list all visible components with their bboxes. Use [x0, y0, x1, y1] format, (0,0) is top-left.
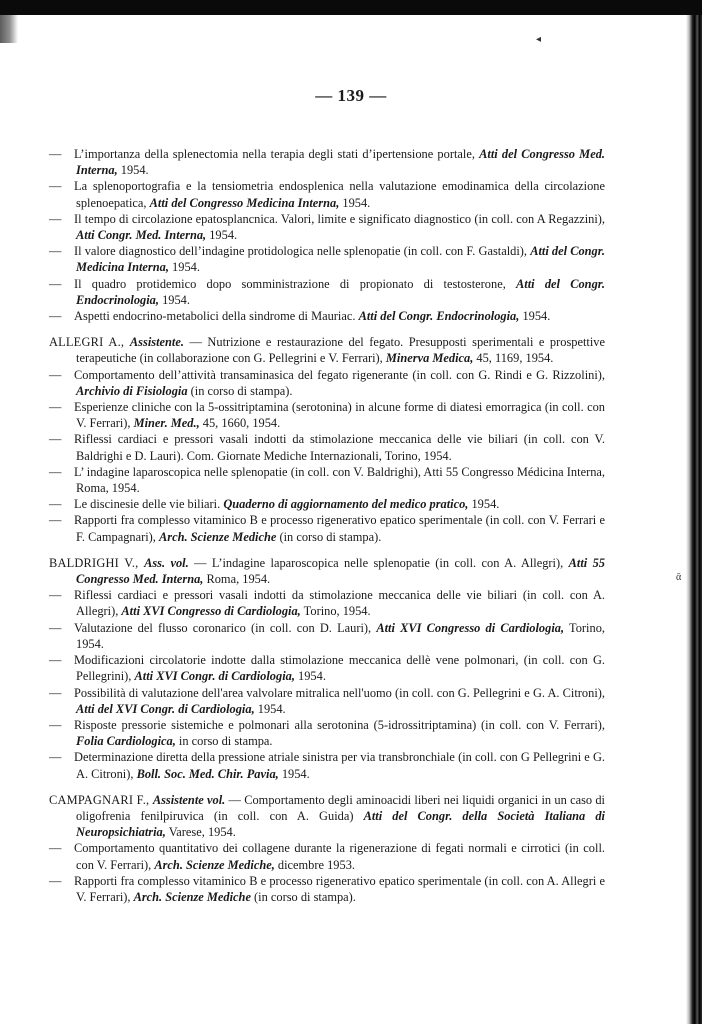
em-dash: — — [49, 276, 62, 291]
entry-text: Il quadro protidemico dopo somministrazione di propionato di testosterone, — [74, 276, 517, 291]
entry-text: Roma, 1954. — [203, 572, 271, 587]
em-dash: — — [225, 792, 245, 807]
em-dash: — — [49, 400, 62, 415]
em-dash: — — [49, 147, 62, 161]
journal-title: Archivio di Fisiologia — [76, 383, 188, 398]
entry-text: Modificazioni circolatorie indotte dalla stimolazione meccanica dellè vene polmonari, (in coll. con G. Pellegrini), — [74, 653, 605, 684]
author-section — [49, 555, 605, 782]
em-dash: — — [188, 555, 212, 570]
em-dash: — — [49, 497, 62, 512]
bibliography-entry — [49, 178, 605, 210]
journal-title: Arch. Scienze Mediche, — [154, 857, 275, 872]
em-dash: — — [49, 750, 62, 765]
entry-text: Varese, 1954. — [165, 825, 236, 840]
journal-title: Arch. Scienze Mediche — [158, 529, 277, 544]
journal-title: Atti del Congr. della Società Italiana di Neuropsichiatria, — [76, 808, 605, 840]
page-number: — 139 — — [315, 86, 387, 105]
journal-title: Atti Congr. Med. Interna, — [76, 228, 207, 243]
em-dash: — — [49, 432, 62, 447]
author-role: Assistente vol. — [152, 792, 226, 807]
bibliography-entry — [49, 620, 605, 652]
entry-text: 45, 1169, 1954. — [473, 351, 554, 366]
em-dash: — — [49, 309, 62, 324]
bibliography-entry — [49, 555, 605, 587]
em-dash: — — [49, 464, 62, 479]
bibliography-entry — [49, 308, 605, 324]
entry-text: Comportamento degli aminoacidi liberi nei liquidi organici in un caso di oligofrenia fenilpiruvica (in coll. con A. Guida) — [76, 792, 605, 823]
bibliography-entry — [49, 652, 605, 684]
entry-text: 1954. — [206, 228, 238, 243]
scan-binding-edge — [686, 15, 702, 1024]
margin-mark: ᾱ — [676, 572, 682, 583]
bibliography-entry — [49, 749, 605, 781]
author-section — [49, 146, 605, 324]
journal-title: Folia Cardiologica, — [76, 734, 176, 749]
entry-text: 1954. — [254, 701, 286, 716]
entry-text: Torino, 1954. — [76, 620, 605, 651]
em-dash: — — [49, 244, 62, 259]
entry-text: L’ indagine laparoscopica nelle splenopatie (in coll. con V. Baldrighi), Atti 55 Congresso Médicina Interna, Roma, 1954. — [74, 464, 605, 496]
entry-text: (in corso di stampa). — [250, 889, 356, 904]
scan-corner-shadow — [0, 15, 18, 43]
entry-text: 1954. — [278, 766, 310, 781]
author-name: CAMPAGNARI F., — [49, 792, 153, 807]
em-dash: — — [183, 335, 208, 350]
em-dash: — — [49, 588, 62, 603]
entry-text: (in corso di stampa). — [276, 529, 382, 544]
entry-text: in corso di stampa. — [175, 734, 273, 749]
entry-text: 1954. — [117, 163, 149, 178]
bibliography-entry — [49, 587, 605, 619]
journal-title: Quaderno di aggiornamento del medico pratico, — [223, 497, 469, 512]
bibliography-list — [49, 146, 605, 905]
entry-text: 1954. — [519, 309, 551, 324]
author-role: Ass. vol. — [144, 555, 189, 570]
journal-title: Atti del Congr. Medicina Interna, — [76, 244, 605, 275]
entry-text: L’indagine laparoscopica nelle splenopatie (in coll. con A. Allegri), — [211, 555, 569, 570]
author-role: Assistente. — [129, 335, 184, 350]
entry-text: 1954. — [468, 497, 500, 512]
journal-title: Atti del Congresso Med. Interna, — [76, 147, 605, 178]
entry-text: Riflessi cardiaci e pressori vasali indotti da stimolazione meccanica delle vie biliari (in coll. con A. Allegri), — [74, 588, 605, 619]
journal-title: Atti del XVI Congr. di Cardiologia, — [76, 701, 255, 716]
journal-title: Atti del Congresso Medicina Interna, — [149, 195, 340, 210]
bibliography-entry — [49, 512, 605, 544]
author-section — [49, 334, 605, 545]
bibliography-entry — [49, 464, 605, 496]
bibliography-entry — [49, 431, 605, 463]
author-name: BALDRIGHI V., — [49, 555, 145, 570]
speck-mark: ◂ — [536, 34, 542, 45]
entry-text: Valutazione del flusso coronarico (in coll. con D. Lauri), — [74, 620, 377, 635]
bibliography-entry — [49, 243, 605, 275]
entry-text: Torino, 1954. — [300, 604, 371, 619]
em-dash: — — [49, 685, 62, 700]
entry-text: Determinazione diretta della pressione atriale sinistra per via transbronchiale (in coll. con G Pellegrini e G. A. Citroni), — [74, 750, 605, 781]
bibliography-entry — [49, 873, 605, 905]
bibliography-entry — [49, 496, 605, 512]
em-dash: — — [49, 620, 62, 635]
entry-text: (in corso di stampa). — [187, 383, 293, 398]
journal-title: Minerva Medica, — [385, 351, 474, 366]
entry-text: Possibilità di valutazione dell'area valvolare mitralica nell'uomo (in coll. con G. Pellegrini e G. A. Citroni), — [74, 685, 605, 700]
em-dash: — — [49, 179, 62, 194]
entry-text: Il valore diagnostico dell’indagine protidologica nelle splenopatie (in coll. con F. Gastaldi), — [74, 244, 531, 259]
entry-text: 1954. — [294, 669, 326, 684]
bibliography-entry — [49, 717, 605, 749]
bibliography-entry — [49, 211, 605, 243]
em-dash: — — [49, 841, 62, 856]
entry-text: 45, 1660, 1954. — [199, 416, 281, 431]
em-dash: — — [49, 653, 62, 668]
entry-text: Rapporti fra complesso vitaminico B e processo rigenerativo epatico sperimentale (in coll. con V. Ferrari e F. Campagnari), — [74, 513, 605, 544]
entry-text: Le discinesie delle vie biliari. — [74, 497, 224, 512]
entry-text: 1954. — [158, 292, 190, 307]
entry-text: 1954. — [168, 260, 200, 275]
entry-text: Rapporti fra complesso vitaminico B e processo rigenerativo epatico sperimentale (in coll. con A. Allegri e V. Ferrari), — [74, 873, 605, 904]
bibliography-entry — [49, 146, 605, 178]
entry-text: dicembre 1953. — [274, 857, 355, 872]
entry-text: 1954. — [339, 195, 371, 210]
bibliography-entry — [49, 399, 605, 431]
author-name: ALLEGRI A., — [49, 335, 130, 350]
bibliography-entry — [49, 792, 605, 841]
em-dash: — — [49, 717, 62, 732]
journal-title: Boll. Soc. Med. Chir. Pavia, — [136, 766, 279, 781]
journal-title: Miner. Med., — [133, 416, 200, 431]
em-dash: — — [49, 873, 62, 888]
entry-text: L’importanza della splenectomia nella terapia degli stati d’ipertensione portale, — [74, 147, 480, 161]
journal-title: Arch. Scienze Mediche — [133, 889, 251, 904]
entry-text: Il tempo di circolazione epatosplancnica. Valori, limite e significato diagnostico (in coll. con A Regazzini), — [74, 211, 605, 226]
entry-text: Comportamento dell’attività transaminasica del fegato rigenerante (in coll. con G. Rindi e G. Rizzolini), — [74, 367, 605, 382]
bibliography-entry — [49, 334, 605, 366]
bibliography-entry — [49, 276, 605, 308]
journal-title: Atti XVI Congresso di Cardiologia, — [376, 620, 565, 635]
bibliography-entry — [49, 840, 605, 872]
journal-title: Atti XVI Congr. di Cardiologia, — [134, 669, 295, 684]
entry-text: La splenoportografia e la tensiometria endosplenica nella valutazione emodinamica della circolazione splenoepatica, — [74, 179, 605, 210]
em-dash: — — [49, 211, 62, 226]
entry-text: Aspetti endocrino-metabolici della sindrome di Mauriac. — [74, 309, 359, 324]
entry-text: Esperienze cliniche con la 5-ossitriptamina (serotonina) in alcune forme di diatesi emorragica (in coll. con V. Ferrari), — [74, 400, 605, 431]
bibliography-entry — [49, 367, 605, 399]
journal-title: Atti XVI Congresso di Cardiologia, — [121, 604, 301, 619]
journal-title: Atti del Congr. Endocrinologia, — [358, 309, 520, 324]
journal-title: Atti 55 Congresso Med. Interna, — [76, 555, 605, 587]
em-dash: — — [49, 367, 62, 382]
em-dash: — — [49, 513, 62, 528]
author-section — [49, 792, 605, 905]
journal-title: Atti del Congr. Endocrinologia, — [76, 276, 605, 307]
bibliography-entry — [49, 685, 605, 717]
entry-text: Risposte pressorie sistemiche e polmonari alla serotonina (5-idrossitriptamina) (in coll. con V. Ferrari), — [74, 717, 605, 732]
entry-text: Riflessi cardiaci e pressori vasali indotti da stimolazione meccanica delle vie biliari (in coll. con V. Baldrighi e D. Lauri). Com. Giornate Mediche Internazionali, Torino, 1954. — [74, 432, 605, 463]
entry-text: Nutrizione e restaurazione del fegato. Presupposti sperimentali e prospettive terapeutiche (in collaborazione con G. Pellegrini e V. Ferrari), — [76, 335, 605, 366]
entry-text: Comportamento quantitativo dei collagene durante la rigenerazione di fegati normali e cirrotici (in coll. con V. Ferrari), — [74, 841, 605, 872]
scan-top-border — [0, 0, 702, 15]
